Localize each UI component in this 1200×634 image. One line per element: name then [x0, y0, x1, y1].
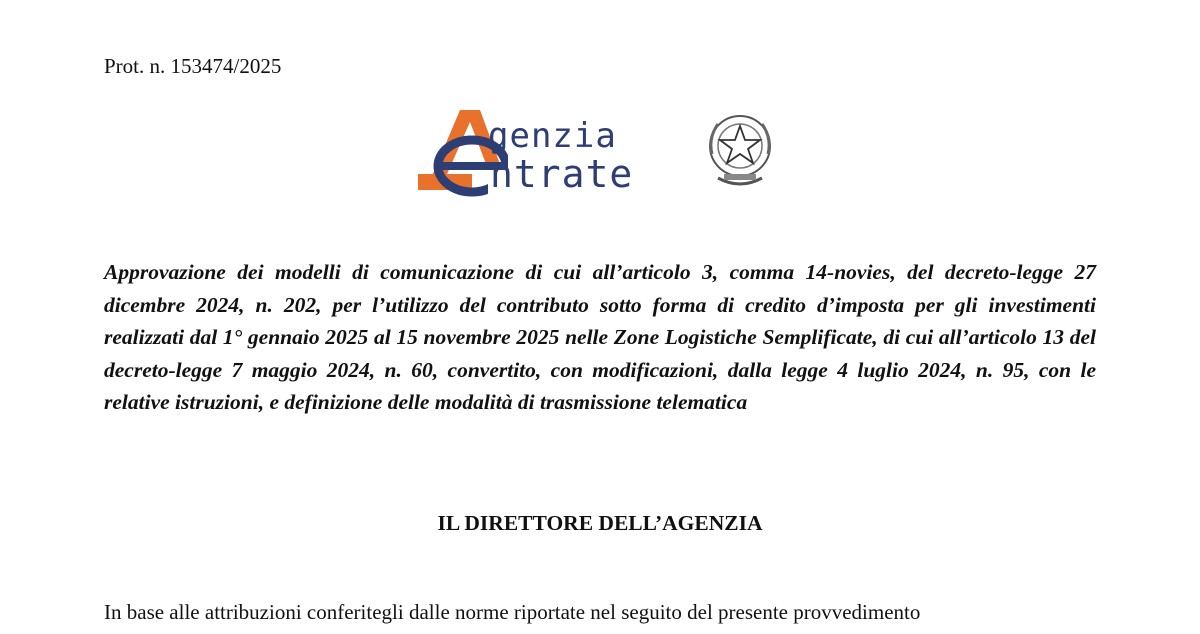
protocol-number: Prot. n. 153474/2025 — [104, 54, 282, 78]
section-heading: IL DIRETTORE DELL’AGENZIA — [437, 511, 763, 535]
agenzia-entrate-logo — [418, 104, 788, 200]
logo-word-ntrate: ntrate — [490, 152, 634, 196]
italian-republic-emblem-icon — [704, 108, 776, 196]
body-paragraph: In base alle attribuzioni conferitegli dalle norme riportate nel seguito del presente provvedimento — [104, 600, 921, 624]
document-title: Approvazione dei modelli di comunicazione di cui all’articolo 3, comma 14-novies, del decreto-legge 27 dicembre 2024, n. 202, per l’utilizzo del contributo sotto forma di credito d’imposta per gli investimenti realizzati dal 1° gennaio 2025 al 15 novembre 2025 nelle Zone Logistiche Semplificate, di cui all’articolo 13 del decreto-legge 7 maggio 2024, n. 60, convertito, con modificazioni, dalla legge 4 luglio 2024, n. 95, con le relative istruzioni, e definizione delle modalità di trasmissione telematica — [104, 260, 1096, 414]
logo-word-genzia: genzia — [488, 116, 617, 156]
